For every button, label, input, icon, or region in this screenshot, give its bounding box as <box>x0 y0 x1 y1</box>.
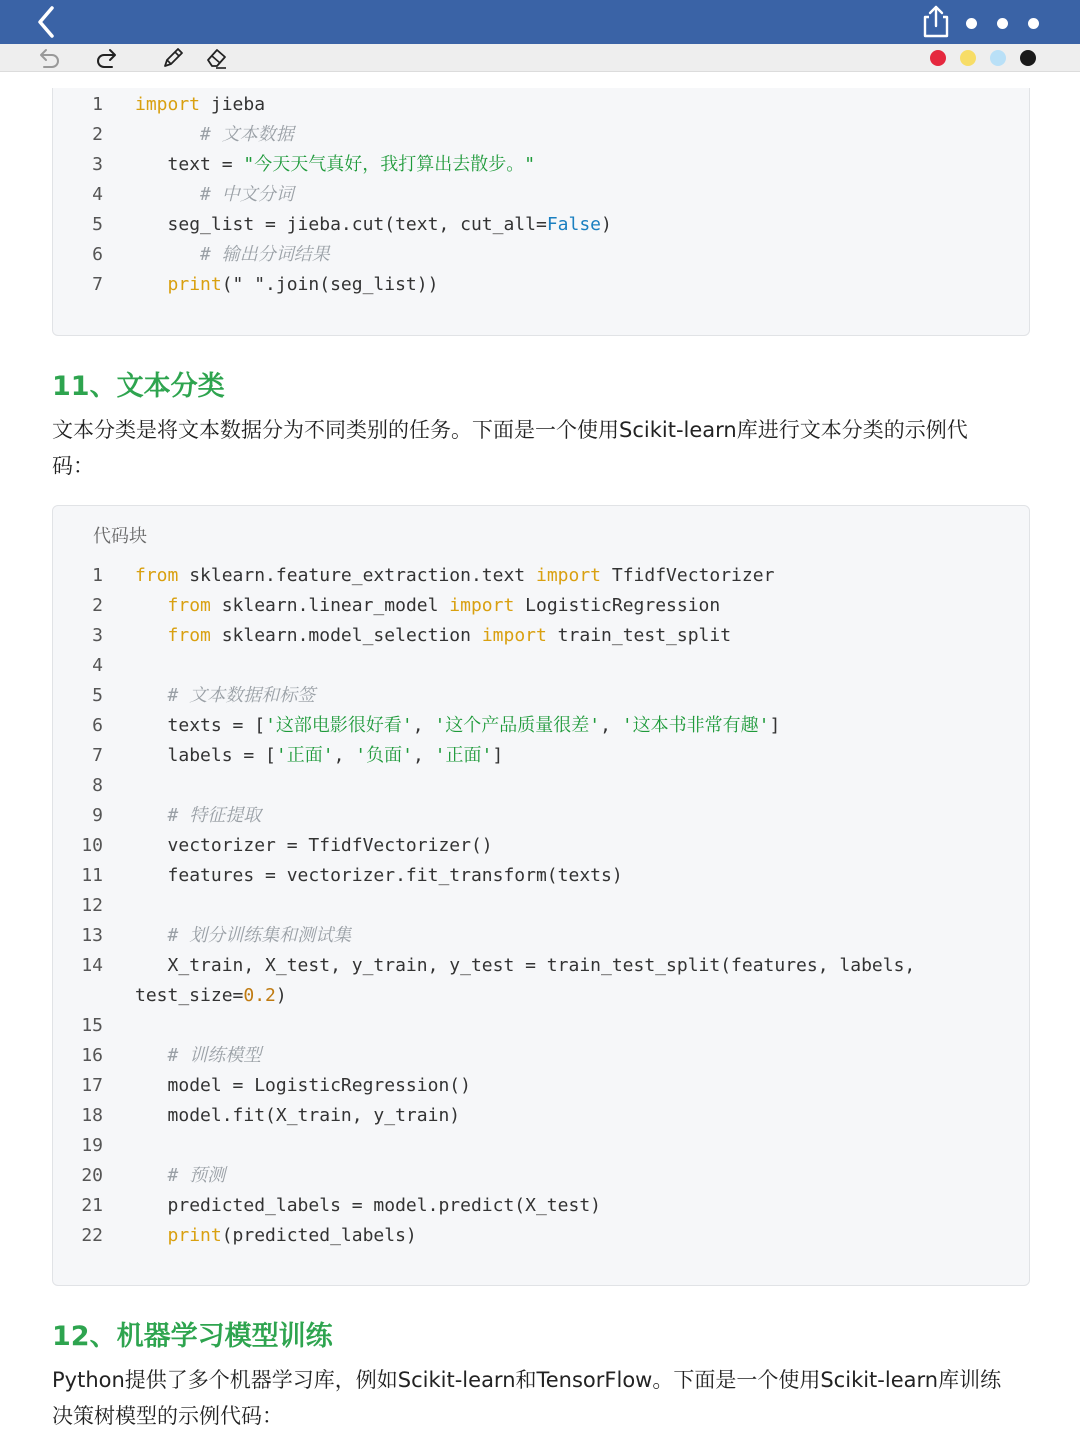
code-text <box>135 831 493 861</box>
code-token: jieba <box>200 94 266 115</box>
chevron-left-icon[interactable] <box>30 4 66 40</box>
line-number: 19 <box>81 1135 103 1156</box>
color-swatch-black[interactable] <box>1020 50 1036 66</box>
code-line <box>53 681 1029 711</box>
code-text <box>135 1191 601 1221</box>
code-token: , <box>600 715 622 736</box>
code-block-label: 代码块 <box>93 526 147 547</box>
line-number: 17 <box>81 1075 103 1096</box>
annotation-toolbar <box>0 44 1080 72</box>
code-line <box>53 1191 1029 1221</box>
line-number: 10 <box>81 835 103 856</box>
code-token: sklearn.feature_extraction.text <box>178 565 536 586</box>
code-token: '正面' <box>275 745 334 766</box>
line-number: 11 <box>81 865 103 886</box>
code-text <box>135 1101 460 1131</box>
paragraph-line: Python提供了多个机器学习库，例如Scikit-learn和TensorFlow。下面是一个使用Scikit-learn库训练 <box>52 1368 1002 1392</box>
code-token: # 文本数据和标签 <box>167 685 316 706</box>
code-line <box>53 771 1029 801</box>
code-token: , <box>412 745 435 766</box>
code-line <box>53 1101 1029 1131</box>
code-token: '这部电影很好看' <box>265 715 413 736</box>
code-token: # 中文分词 <box>178 184 294 205</box>
code-text <box>135 270 438 300</box>
code-text <box>135 210 612 240</box>
code-token: '这个产品质量很差' <box>434 715 601 736</box>
share-icon[interactable] <box>918 2 954 40</box>
code-text <box>135 1071 471 1101</box>
color-swatch-blue[interactable] <box>990 50 1006 66</box>
code-token: ] <box>492 745 504 766</box>
paragraph-line: 文本分类是将文本数据分为不同类别的任务。下面是一个使用Scikit-learn库进行文本分类的示例代 <box>52 418 968 442</box>
code-line <box>53 120 1029 150</box>
line-number: 14 <box>81 955 103 976</box>
code-line <box>53 1041 1029 1071</box>
code-line <box>53 801 1029 831</box>
line-number: 9 <box>92 805 103 826</box>
code-line <box>53 1161 1029 1191</box>
code-line <box>53 831 1029 861</box>
code-token: predicted_labels = model.predict(X_test) <box>167 1195 601 1216</box>
code-text <box>135 180 294 210</box>
line-number: 7 <box>92 745 103 766</box>
code-text <box>135 1221 417 1251</box>
code-line <box>53 951 1029 981</box>
code-token: TfidfVectorizer <box>601 565 775 586</box>
code-text <box>135 1161 225 1191</box>
code-token: # 训练模型 <box>167 1045 262 1066</box>
code-line <box>53 150 1029 180</box>
code-token: from <box>167 625 211 646</box>
code-token: LogisticRegression <box>514 595 721 616</box>
code-token: seg_list = jieba.cut(text, cut_all= <box>167 214 547 235</box>
line-number: 12 <box>81 895 103 916</box>
code-text <box>135 711 780 741</box>
line-number: 2 <box>92 595 103 616</box>
code-line <box>53 270 1029 300</box>
code-line <box>53 621 1029 651</box>
code-token: print <box>167 274 222 295</box>
pen-icon[interactable] <box>160 46 186 70</box>
code-text <box>135 591 720 621</box>
redo-icon[interactable] <box>94 46 120 70</box>
code-line <box>53 240 1029 270</box>
section-heading: 12、机器学习模型训练 <box>52 1321 333 1352</box>
code-token: print <box>167 1225 222 1246</box>
code-token: model.fit(X_train, y_train) <box>167 1105 461 1126</box>
eraser-icon[interactable] <box>204 46 230 70</box>
code-token: features = vectorizer.fit_transform(texts) <box>167 865 623 886</box>
code-token: X_train, X_test, y_train, y_test = train_test_split(features, labels, <box>167 955 916 976</box>
code-text <box>135 90 265 120</box>
code-token: # 文本数据 <box>178 124 294 145</box>
paragraph <box>52 412 1032 484</box>
code-block <box>52 88 1030 336</box>
line-number: 4 <box>92 184 103 205</box>
color-swatch-red[interactable] <box>930 50 946 66</box>
code-line <box>53 561 1029 591</box>
code-line <box>53 180 1029 210</box>
code-line <box>53 210 1029 240</box>
code-token: (predicted_labels) <box>221 1225 417 1246</box>
code-token: labels = [ <box>167 745 276 766</box>
code-token: , <box>412 715 435 736</box>
line-number: 5 <box>92 214 103 235</box>
line-number: 21 <box>81 1195 103 1216</box>
code-token: '负面' <box>355 745 413 766</box>
code-text <box>135 921 351 951</box>
code-token: ] <box>769 715 781 736</box>
code-token: import <box>481 625 547 646</box>
section-heading: 11、文本分类 <box>52 371 225 402</box>
line-number: 5 <box>92 685 103 706</box>
app-header <box>0 0 1080 44</box>
line-number: 18 <box>81 1105 103 1126</box>
line-number: 3 <box>92 154 103 175</box>
code-token: "今天天气真好，我打算出去散步。" <box>243 154 536 175</box>
line-number: 16 <box>81 1045 103 1066</box>
code-token: vectorizer = TfidfVectorizer() <box>167 835 493 856</box>
more-dots-icon[interactable] <box>962 14 1052 32</box>
code-line <box>53 861 1029 891</box>
code-line <box>53 90 1029 120</box>
code-text <box>135 561 774 591</box>
code-token: import <box>449 595 515 616</box>
line-number: 1 <box>92 94 103 115</box>
code-text <box>135 801 261 831</box>
code-token: (" ".join(seg_list)) <box>221 274 439 295</box>
code-token: model = LogisticRegression() <box>167 1075 471 1096</box>
code-token: ) <box>275 985 287 1006</box>
code-token: # 特征提取 <box>167 805 262 826</box>
code-token: from <box>167 595 211 616</box>
code-text <box>135 861 623 891</box>
code-text <box>135 621 731 651</box>
line-number: 7 <box>92 274 103 295</box>
code-line <box>53 1221 1029 1251</box>
line-number: 6 <box>92 715 103 736</box>
code-token: import <box>135 94 201 115</box>
code-token: texts = [ <box>167 715 266 736</box>
code-token: , <box>333 745 356 766</box>
code-text <box>135 240 330 270</box>
code-token: # 输出分词结果 <box>178 244 330 265</box>
code-text <box>135 681 315 711</box>
code-line <box>53 741 1029 771</box>
code-token: ) <box>601 214 612 235</box>
code-token: '这本书非常有趣' <box>621 715 770 736</box>
code-line <box>53 891 1029 921</box>
line-number: 15 <box>81 1015 103 1036</box>
code-text <box>135 981 287 1011</box>
code-token: text = <box>167 154 244 175</box>
code-text <box>135 1041 261 1071</box>
line-number: 2 <box>92 124 103 145</box>
code-line <box>53 981 1029 1011</box>
code-token: # 划分训练集和测试集 <box>167 925 352 946</box>
code-text <box>135 741 503 771</box>
code-line <box>53 711 1029 741</box>
line-number: 4 <box>92 655 103 676</box>
code-line <box>53 591 1029 621</box>
line-number: 20 <box>81 1165 103 1186</box>
line-number: 8 <box>92 775 103 796</box>
line-number: 3 <box>92 625 103 646</box>
code-line <box>53 921 1029 951</box>
code-token: sklearn.model_selection <box>210 625 482 646</box>
code-token: sklearn.linear_model <box>210 595 450 616</box>
code-token: # 预测 <box>167 1165 226 1186</box>
color-swatch-yellow[interactable] <box>960 50 976 66</box>
code-text <box>135 150 535 180</box>
code-token: from <box>135 565 179 586</box>
line-number: 13 <box>81 925 103 946</box>
code-token: test_size= <box>135 985 244 1006</box>
code-token: train_test_split <box>546 625 732 646</box>
code-text <box>135 120 294 150</box>
line-number: 22 <box>81 1225 103 1246</box>
line-number: 6 <box>92 244 103 265</box>
code-line <box>53 1071 1029 1101</box>
code-token: 0.2 <box>243 985 276 1006</box>
line-number: 1 <box>92 565 103 586</box>
code-token: False <box>546 214 601 235</box>
paragraph <box>52 1362 1032 1434</box>
paragraph-line: 决策树模型的示例代码： <box>52 1404 283 1428</box>
code-line <box>53 1011 1029 1041</box>
code-text <box>135 951 915 981</box>
code-token: import <box>535 565 602 586</box>
code-line <box>53 1131 1029 1161</box>
paragraph-line: 码： <box>52 454 94 478</box>
code-token: '正面' <box>434 745 493 766</box>
undo-icon[interactable] <box>36 46 62 70</box>
code-block <box>52 505 1030 1286</box>
code-line <box>53 651 1029 681</box>
